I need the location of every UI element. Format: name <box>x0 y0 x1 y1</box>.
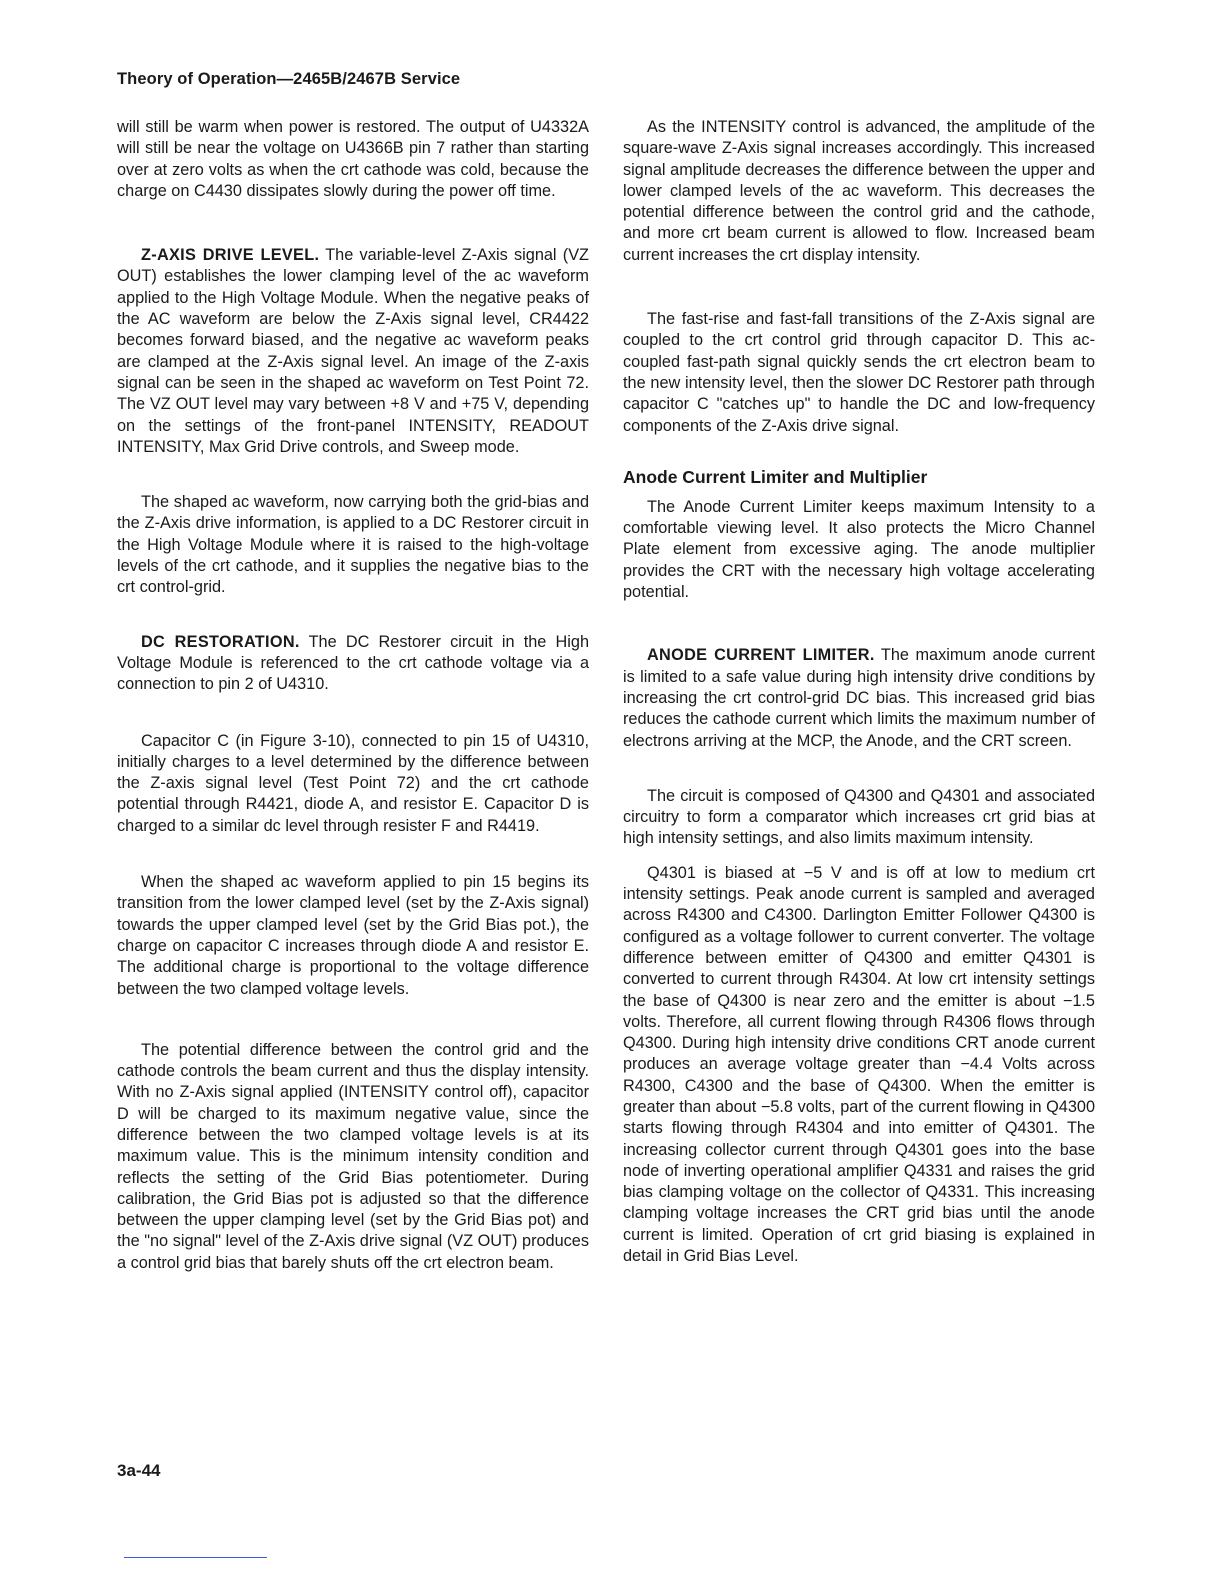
paragraph-potential-difference: The potential difference between the control grid and the cathode controls the beam current and thus the display intensity. With no Z-Axis signal applied (INTENSITY control off), capacitor D will be charged to its maximum negative value, since the difference between the two clamped voltage levels is at its maximum value. This is the minimum intensity condition and reflects the setting of the Grid Bias potentiometer. During calibration, the Grid Bias pot is adjusted so that the difference between the upper clamping level (set by the Grid Bias pot) and the "no signal" level of the Z-Axis drive signal (VZ OUT) produces a control grid bias that barely shuts off the crt electron beam. <box>117 1040 589 1272</box>
paragraph-dc-restoration <box>117 632 589 696</box>
paragraph-circuit-composition: The circuit is composed of Q4300 and Q4301 and associated circuitry to form a comparator which increases crt grid bias at high intensity settings, and also limits maximum intensity. <box>623 786 1095 848</box>
page-header: Theory of Operation—2465B/2467B Service <box>117 70 461 88</box>
run-in-heading: DC RESTORATION. <box>141 632 300 651</box>
paragraph-q4301-bias: Q4301 is biased at −5 V and is off at low to medium crt intensity settings. Peak anode current is sampled and averaged across R4300 and C4300. Darlington Emitter Follower Q4300 is configured as a voltage follower to current converter. The voltage difference between emitter of Q4300 and emitter Q4301 is converted to current through R4304. At low crt intensity settings the base of Q4300 is near zero and the emitter is about −1.5 volts. Therefore, all current flowing through R4306 flows through Q4300. During high intensity drive conditions CRT anode current produces an average voltage greater than −4.4 Volts across R4300, C4300 and the base of Q4300. When the emitter is greater than about −5.8 volts, part of the current flowing in Q4300 starts flowing through R4304 and into emitter of Q4301. The increasing collector current through Q4301 goes into the base node of inverting operational amplifier Q4331 and raises the grid bias clamping voltage on the collector of Q4331. This increasing clamping voltage increases the CRT grid bias until the anode current is limited. Operation of crt grid biasing is explained in detail in Grid Bias Level. <box>623 863 1095 1266</box>
paragraph-text: The variable-level Z-Axis signal (VZ OUT) establishes the lower clamping level of the ac waveform applied to the High Voltage Module. When the negative peaks of the AC waveform are below the Z-Axis signal level, CR4422 becomes forward biased, and the negative ac waveform peaks are clamped at the Z-Axis signal level. An image of the Z-axis signal can be seen in the shaped ac waveform on Test Point 72. The VZ OUT level may vary between +8 V and +75 V, depending on the settings of the front-panel INTENSITY, READOUT INTENSITY, Max Grid Drive controls, and Sweep mode. <box>117 246 589 456</box>
paragraph-shaped-transition: When the shaped ac waveform applied to pin 15 begins its transition from the lower clamped level (set by the Z-Axis signal) towards the upper clamped level (set by the Grid Bias pot.), the charge on capacitor C increases through diode A and resistor E. The additional charge is proportional to the voltage difference between the two clamped voltage levels. <box>117 873 589 998</box>
paragraph-anode-current-limiter <box>623 645 1095 751</box>
paragraph-text: The maximum anode current is limited to a safe value during high intensity drive conditions by increasing the crt control-grid DC bias. This increased grid bias reduces the cathode current which limits the maximum number of electrons arriving at the MCP, the Anode, and the CRT screen. <box>623 646 1095 750</box>
paragraph-z-axis-drive-level <box>117 245 589 458</box>
right-column <box>623 117 1095 1267</box>
paragraph-continuation: will still be warm when power is restored. The output of U4332A will still be near the voltage on U4366B pin 7 rather than starting over at zero volts as when the crt cathode was cold, because the charge on C4430 dissipates slowly during the power off time. <box>117 118 589 200</box>
run-in-heading: ANODE CURRENT LIMITER. <box>647 646 875 665</box>
section-heading: Anode Current Limiter and Multiplier <box>623 466 928 487</box>
paragraph-fast-transitions: The fast-rise and fast-fall transitions of the Z-Axis signal are coupled to the crt control grid through capacitor D. This ac-coupled fast-path signal quickly sends the crt electron beam to the new intensity level, then the slower DC Restorer path through capacitor C "catches up" to handle the DC and low-frequency components of the Z-Axis drive signal. <box>623 310 1095 435</box>
footnote-rule <box>124 1557 267 1558</box>
page-number: 3a-44 <box>117 1461 161 1480</box>
paragraph-text: The DC Restorer circuit in the High Voltage Module is referenced to the crt cathode voltage via a connection to pin 2 of U4310. <box>117 632 589 694</box>
left-column <box>117 117 589 1274</box>
paragraph-capacitor-c: Capacitor C (in Figure 3-10), connected to pin 15 of U4310, initially charges to a level determined by the difference between the Z-axis signal level (Test Point 72) and the crt cathode potential through R4421, diode A, and resistor E. Capacitor D is charged to a similar dc level through resister F and R4419. <box>117 731 589 835</box>
run-in-heading: Z-AXIS DRIVE LEVEL. <box>141 246 320 265</box>
paragraph-shaped-waveform: The shaped ac waveform, now carrying both the grid-bias and the Z-Axis drive information, is applied to a DC Restorer circuit in the High Voltage Module where it is raised to the high-voltage levels of the crt cathode, and it supplies the negative bias to the crt control-grid. <box>117 493 589 597</box>
paragraph-intensity-control: As the INTENSITY control is advanced, the amplitude of the square-wave Z-Axis signal increases accordingly. This increased signal amplitude decreases the difference between the upper and lower clamped levels of the ac waveform. This decreases the potential difference between the control grid and the cathode, and more crt beam current is allowed to flow. Increased beam current increases the crt display intensity. <box>623 118 1095 264</box>
paragraph-anode-limiter-intro: The Anode Current Limiter keeps maximum Intensity to a comfortable viewing level. It also protects the Micro Channel Plate element from excessive aging. The anode multiplier provides the CRT with the necessary high voltage accelerating potential. <box>623 497 1095 602</box>
